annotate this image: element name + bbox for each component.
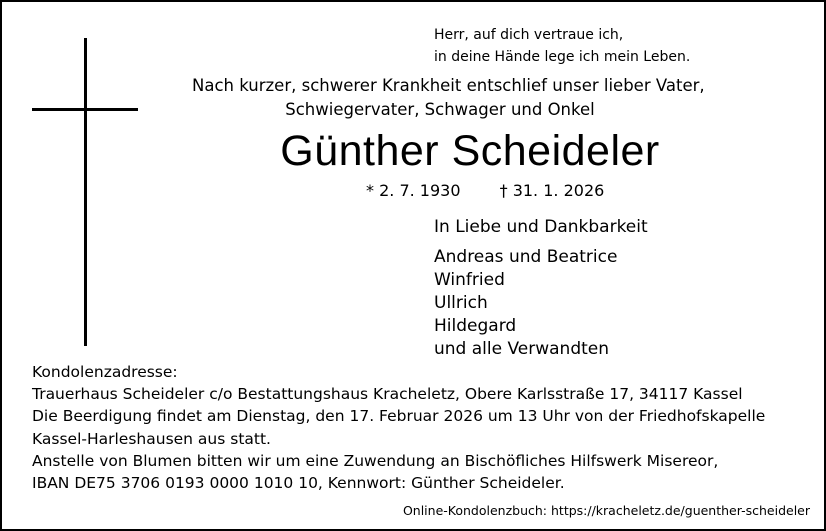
funeral-details: Kassel-Harleshausen aus statt. (32, 429, 271, 448)
cross-horizontal-bar (32, 108, 138, 111)
bible-verse (434, 24, 690, 68)
mourners-list (434, 216, 648, 361)
intro-line: Nach kurzer, schwerer Krankheit entschlief unser lieber Vater, (192, 76, 705, 95)
condolence-address: Trauerhaus Scheideler c/o Bestattungshaus Kracheletz, Obere Karlsstraße 17, 34117 Kassel (32, 385, 743, 404)
funeral-details: Die Beerdigung findet am Dienstag, den 17. Februar 2026 um 13 Uhr von der Friedhofskapelle (32, 407, 766, 426)
cross-vertical-bar (84, 38, 87, 346)
mourner-name: und alle Verwandten (434, 339, 610, 359)
donation-request: Anstelle von Blumen bitten wir um eine Zuwendung an Bischöfliches Hilfswerk Misereor, (32, 451, 719, 470)
funeral-info (32, 361, 765, 494)
mourner-name: Winfried (434, 270, 505, 290)
intro-text (192, 74, 705, 122)
mourners-lead: In Liebe und Dankbarkeit (434, 217, 648, 237)
mourner-name: Ullrich (434, 293, 488, 313)
donation-bank-details: IBAN DE75 3706 0193 0000 1010 10, Kennwort: Günther Scheideler. (32, 474, 565, 493)
mourner-name: Hildegard (434, 316, 517, 336)
intro-line: Schwiegervater, Schwager und Onkel (285, 100, 595, 119)
condolence-address-label: Kondolenzadresse: (32, 363, 178, 381)
verse-line: in deine Hände lege ich mein Leben. (434, 49, 691, 65)
life-dates (366, 180, 604, 202)
deceased-name: Günther Scheideler (280, 127, 660, 175)
verse-line: Herr, auf dich vertraue ich, (434, 27, 624, 43)
online-condolence-link[interactable]: Online-Kondolenzbuch: https://kracheletz.de/guenther-scheideler (402, 503, 810, 518)
mourner-name: Andreas und Beatrice (434, 247, 618, 267)
birth-date: * 2. 7. 1930 (366, 181, 461, 200)
death-date: † 31. 1. 2026 (499, 181, 605, 200)
